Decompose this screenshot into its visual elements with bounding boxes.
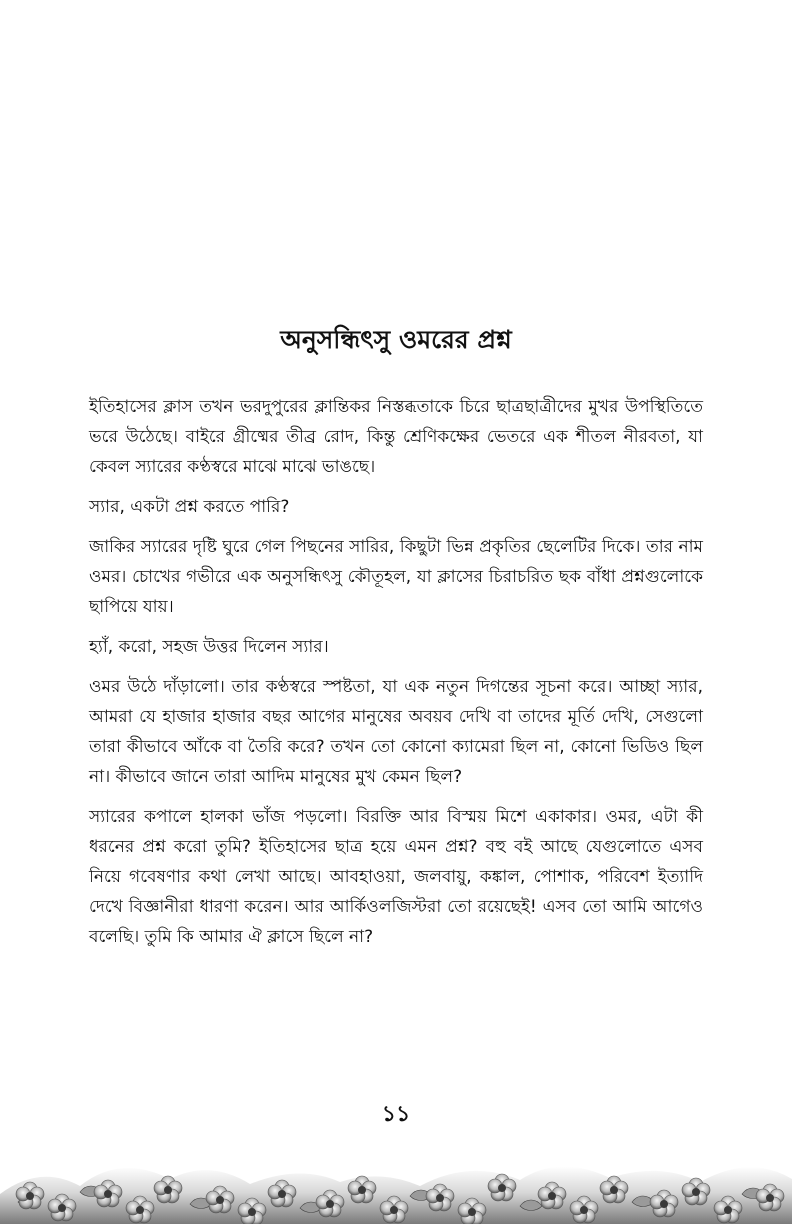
chapter-title: অনুসন্ধিৎসু ওমরের প্রশ্ন bbox=[280, 325, 512, 354]
paragraph: হ্যাঁ, করো, সহজ উত্তর দিলেন স্যার। bbox=[89, 637, 329, 657]
paragraph: জাকির স্যারের দৃষ্টি ঘুরে গেল পিছনের সারির, কিছুটা ভিন্ন প্রকৃতির ছেলেটির দিকে। তার নাম ওমর। চোখের গভীরে এক অনুসন্ধিৎসু কৌতূহল, যা ক্লাসের চিরাচরিত ছক বাঁধা প্রশ্নগুলোকে ছাপিয়ে যায়। bbox=[89, 537, 703, 617]
paragraph: ইতিহাসের ক্লাস তখন ভরদুপুরের ক্লান্তিকর নিস্তব্ধতাকে চিরে ছাত্রছাত্রীদের মুখর উপস্থিতিতে ভরে উঠেছে। বাইরে গ্রীষ্মের তীব্র রোদ, কিন্তু শ্রেণিকক্ষের ভেতরে এক শীতল নীরবতা, যা কেবল স্যারের কণ্ঠস্বরে মাঝে মাঝে ভাঙছে। bbox=[89, 397, 703, 477]
paragraph: স্যারের কপালে হালকা ভাঁজ পড়লো। বিরক্তি আর বিস্ময় মিশে একাকার। ওমর, এটা কী ধরনের প্রশ্ন করো তুমি? ইতিহাসের ছাত্র হয়ে এমন প্রশ্ন? বহু বই আছে যেগুলোতে এসব নিয়ে গবেষণার কথা লেখা আছে। আবহাওয়া, জলবায়ু, কঙ্কাল, পোশাক, পরিবেশ ইত্যাদি দেখে বিজ্ঞানীরা ধারণা করেন। আর আর্কিওলজিস্টরা তো রয়েছেই! এসব তো আমি আগেও বলেছি। তুমি কি আমার ঐ ক্লাসে ছিলে না? bbox=[89, 807, 703, 947]
chapter-body bbox=[89, 392, 703, 962]
paragraph: ওমর উঠে দাঁড়ালো। তার কণ্ঠস্বরে স্পষ্টতা, যা এক নতুন দিগন্তের সূচনা করে। আচ্ছা স্যার, আমরা যে হাজার হাজার বছর আগের মানুষের অবয়ব দেখি বা তাদের মূর্তি দেখি, সেগুলো তারা কীভাবে আঁকে বা তৈরি করে? তখন তো কোনো ক্যামেরা ছিল না, কোনো ভিডিও ছিল না। কীভাবে জানে তারা আদিম মানুষের মুখ কেমন ছিল? bbox=[89, 677, 703, 787]
paragraph: স্যার, একটা প্রশ্ন করতে পারি? bbox=[89, 497, 290, 517]
page-number: ১১ bbox=[381, 1102, 411, 1127]
floral-border-decoration bbox=[0, 1124, 792, 1224]
